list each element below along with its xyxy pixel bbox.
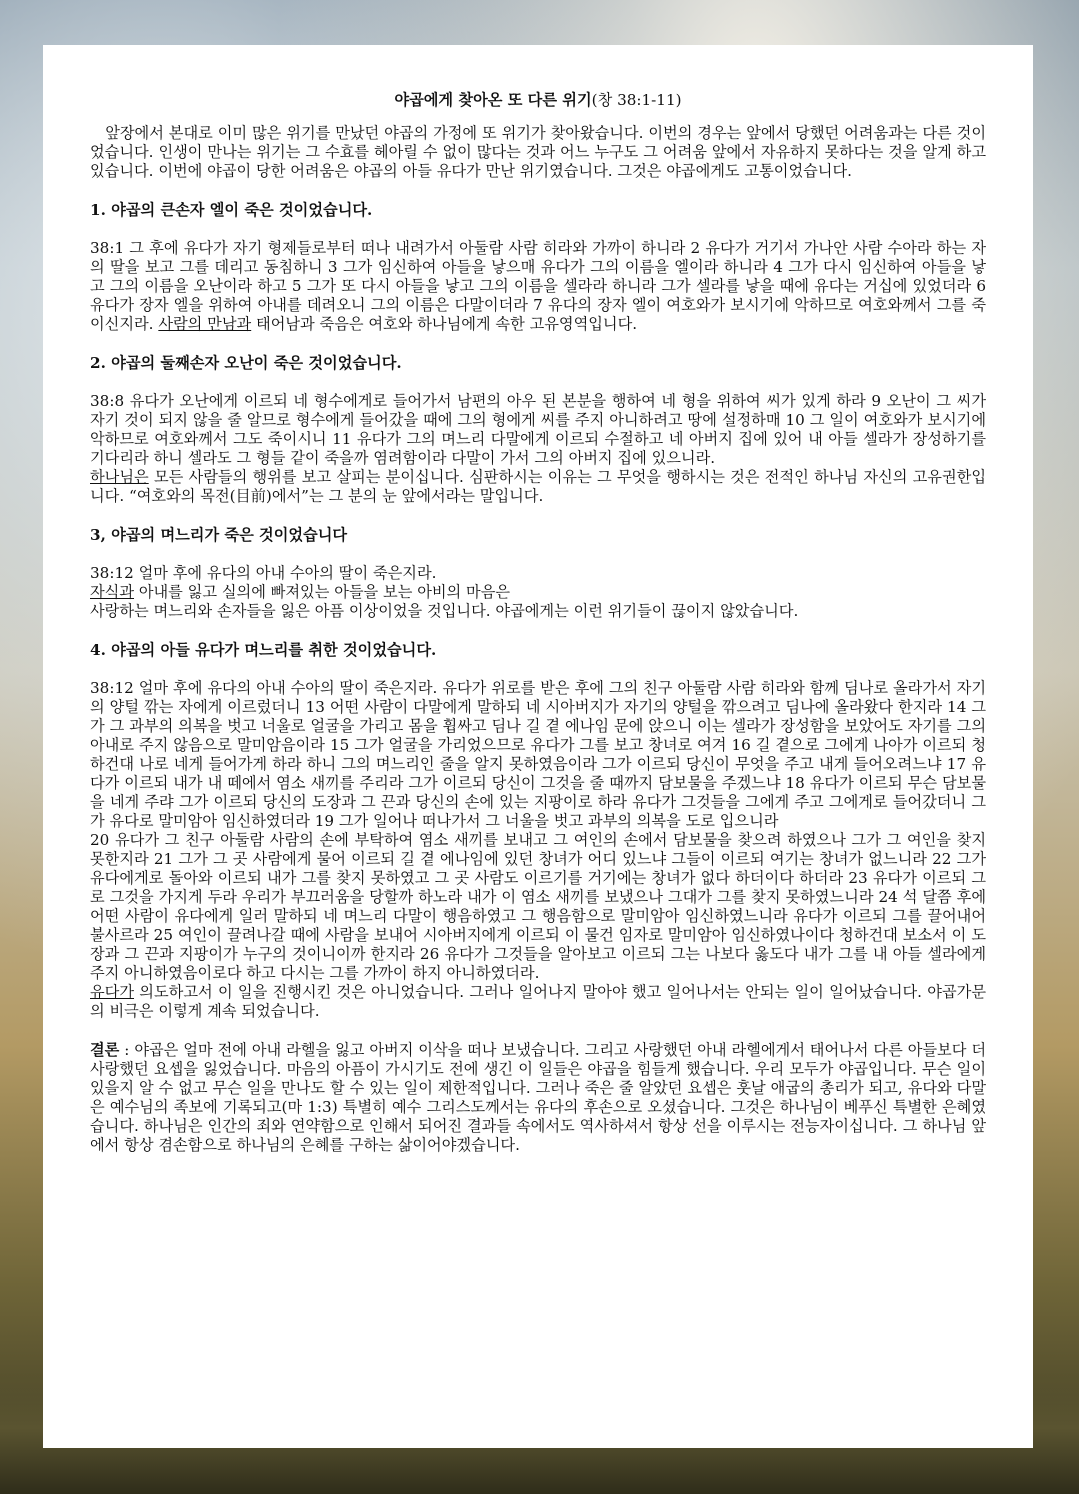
- section-4-comment: 의도하고서 이 일을 진행시킨 것은 아니었습니다. 그러나 일어나지 말아야 했고 일어나서는 안되는 일이 일어났습니다. 야곱가문의 비극은 이렇게 계속 되었습니다.: [90, 983, 986, 1020]
- title-text: 야곱에게 찾아온 또 다른 위기: [394, 91, 592, 109]
- section-3-heading: 3, 야곱의 며느리가 죽은 것이었습니다: [90, 526, 348, 544]
- conclusion-text: : 야곱은 얼마 전에 아내 라헬을 잃고 아버지 이삭을 떠나 보냈습니다. 그리고 사랑했던 아내 라헬에게서 태어나서 다른 아들보다 더 사랑했던 요셉을 잃었습니다. 마음의 아픔이 가시기도 전에 생긴 이 일들은 야곱을 힘들게 했습니다. 우리 모두가 야곱입니다. 무슨 일이 있을지 알 수 없고 무슨 일을 만나도 할 수 있는 일이 제한적입니다. 그러나 죽은 줄 알았던 요셉은 훗날 애굽의 총리가 되고, 유다와 다말은 예수님의 족보에 기록되고(마 1:3) 특별히 예수 그리스도께서는 유다의 후손으로 오셨습니다. 그것은 하나님이 베푸신 특별한 은혜였습니다. 하나님은 인간의 죄와 연약함으로 인해서 되어진 결과들 속에서도 역사하셔서 항상 선을 이루시는 전능자이십니다. 그 하나님 앞에서 항상 겸손함으로 하나님의 은혜를 구하는 삶이어야겠습니다.: [90, 1041, 986, 1154]
- title-reference: (창 38:1-11): [591, 91, 682, 109]
- conclusion-paragraph: [90, 1041, 986, 1155]
- section-2-comment-para: [90, 468, 986, 506]
- section-1-heading: 1. 야곱의 큰손자 엘이 죽은 것이었습니다.: [90, 201, 373, 219]
- section-3-verse: 38:12 얼마 후에 유다의 아내 수아의 딸이 죽은지라.: [90, 564, 437, 582]
- section-2-verse: 38:8 유다가 오난에게 이르되 네 형수에게로 들어가서 남편의 아우 된 본분을 행하여 네 형을 위하여 씨가 있게 하라 9 오난이 그 씨가 자기 것이 되지 않을 줄 알므로 형수에게 들어갔을 때에 그의 형에게 씨를 주지 아니하려고 땅에 설정하매 10 그 일이 여호와가 보시기에 악하므로 여호와께서 그도 죽이시니 11 유다가 그의 며느리 다말에게 이르되 수절하고 네 아버지 집에 있어 내 아들 셀라가 장성하기를 기다리라 하니 셀라도 그 형들 같이 죽을까 염려함이라 다말이 가서 그의 아버지 집에 있으니라.: [90, 392, 986, 467]
- section-3-comment-line1: [90, 583, 986, 602]
- document-page: [43, 45, 1033, 1448]
- section-4-comment-para: [90, 983, 986, 1021]
- section-2-underline: 하나님은: [90, 468, 149, 486]
- conclusion-label: 결론: [90, 1041, 120, 1059]
- section-4-heading: 4. 야곱의 아들 유다가 며느리를 취한 것이었습니다.: [90, 641, 437, 659]
- section-1-verse: 38:1 그 후에 유다가 자기 형제들로부터 떠나 내려가서 아둘람 사람 히라와 가까이 하니라 2 유다가 거기서 가나안 사람 수아라 하는 자의 딸을 보고 그를 데리고 동침하니 3 그가 임신하여 아들을 낳으매 유다가 그의 이름을 엘이라 하니라 4 그가 다시 임신하여 아들을 낳고 그의 이름을 오난이라 하고 5 그가 또 다시 아들을 낳고 그의 이름을 셀라라 하니라 그가 셀라를 낳을 때에 유다는 거십에 있었더라 6 유다가 장자 엘을 위하여 아내를 데려오니 그의 이름은 다말이더라 7 유다의 장자 엘이 여호와가 보시기에 악하므로 여호와께서 그를 죽이신지라.: [90, 239, 986, 333]
- section-4-verse-2: 20 유다가 그 친구 아둘람 사람의 손에 부탁하여 염소 새끼를 보내고 그 여인의 손에서 담보물을 찾으려 하였으나 그가 그 여인을 찾지 못한지라 21 그가 그 곳 사람에게 물어 이르되 길 곁 에나임에 있던 창녀가 어디 있느냐 그들이 이르되 여기는 창녀가 없느니라 22 그가 유다에게로 돌아와 이르되 내가 그를 찾지 못하였고 그 곳 사람도 이르기를 거기에는 창녀가 없다 하더이다 하더라 23 유다가 이르되 그로 그것을 가지게 두라 우리가 부끄러움을 당할까 하노라 내가 이 염소 새끼를 보냈으나 그대가 그를 찾지 못하였느니라 24 석 달쯤 후에 어떤 사람이 유다에게 일러 말하되 네 며느리 다말이 행음하였고 그 행음함으로 말미암아 임신하였느니라 유다가 이르되 그를 끌어내어 불사르라 25 여인이 끌려나갈 때에 사람을 보내어 시아버지에게 이르되 이 물건 임자로 말미암아 임신하였나이다 청하건대 보소서 이 도장과 그 끈과 지팡이가 누구의 것이니이까 한지라 26 유다가 그것들을 알아보고 이르되 그는 나보다 옳도다 내가 그를 내 아들 셀라에게 주지 아니하였음이로다 하고 다시는 그를 가까이 하지 아니하였더라.: [90, 831, 986, 982]
- section-2-heading: 2. 야곱의 둘째손자 오난이 죽은 것이었습니다.: [90, 354, 402, 372]
- section-3-comment-line2: 사랑하는 며느리와 손자들을 잃은 아픔 이상이었을 것입니다. 야곱에게는 이런 위기들이 끊이지 않았습니다.: [90, 602, 799, 620]
- section-2-comment: 모든 사람들의 행위를 보고 살피는 분이십니다. 심판하시는 이유는 그 무엇을 행하시는 것은 전적인 하나님 자신의 고유권한입니다. “여호와의 목전(目前)에서”는 그 분의 눈 앞에서라는 말입니다.: [90, 468, 986, 505]
- section-3-underline: 자식과: [90, 583, 135, 601]
- section-1-underline: 사람의 만남과: [158, 315, 252, 333]
- section-4-underline: 유다가: [90, 983, 135, 1001]
- intro-paragraph: 앞장에서 본대로 이미 많은 위기를 만났던 야곱의 가정에 또 위기가 찾아왔습니다. 이번의 경우는 앞에서 당했던 어려움과는 다른 것이었습니다. 인생이 만나는 위기는 그 수효를 헤아릴 수 없이 많다는 것과 어느 누구도 그 어려움 앞에서 자유하지 못하다는 것을 알게 하고 있습니다. 이번에 야곱이 당한 어려움은 야곱의 아들 유다가 만난 위기였습니다. 그것은 야곱에게도 고통이었습니다.: [90, 124, 986, 180]
- document-title: [90, 91, 986, 110]
- section-3-comment-a: 아내를 잃고 실의에 빠져있는 아들을 보는 아비의 마음은: [134, 583, 511, 601]
- section-1-comment: 태어남과 죽음은 여호와 하나님에게 속한 고유영역입니다.: [251, 315, 638, 333]
- section-1-body: [90, 239, 986, 334]
- section-4-verse-1: 38:12 얼마 후에 유다의 아내 수아의 딸이 죽은지라. 유다가 위로를 받은 후에 그의 친구 아둘람 사람 히라와 함께 딤나로 올라가서 자기의 양털 깎는 자에게 이르렀더니 13 어떤 사람이 다말에게 말하되 네 시아버지가 자기의 양털을 깎으려고 딤나에 올라왔다 한지라 14 그가 그 과부의 의복을 벗고 너울로 얼굴을 가리고 몸을 휩싸고 딤나 길 곁 에나임 문에 앉으니 이는 셀라가 장성함을 보았어도 자기를 그의 아내로 주지 않음으로 말미암음이라 15 그가 얼굴을 가리었으므로 유다가 그를 보고 창녀로 여겨 16 길 곁으로 그에게 나아가 이르되 청하건대 나로 네게 들어가게 하라 하니 그의 며느리인 줄을 알지 못하였음이라 그가 이르되 당신이 무엇을 주고 내게 들어오려느냐 17 유다가 이르되 내가 내 떼에서 염소 새끼를 주리라 그가 이르되 당신이 그것을 줄 때까지 담보물을 주겠느냐 18 유다가 이르되 무슨 담보물을 네게 주랴 그가 이르되 당신의 도장과 그 끈과 당신의 손에 있는 지팡이로 하라 유다가 그것들을 그에게 주고 그에게로 들어갔더니 그가 유다로 말미암아 임신하였더라 19 그가 일어나 떠나가서 그 너울을 벗고 과부의 의복을 도로 입으니라: [90, 679, 986, 830]
